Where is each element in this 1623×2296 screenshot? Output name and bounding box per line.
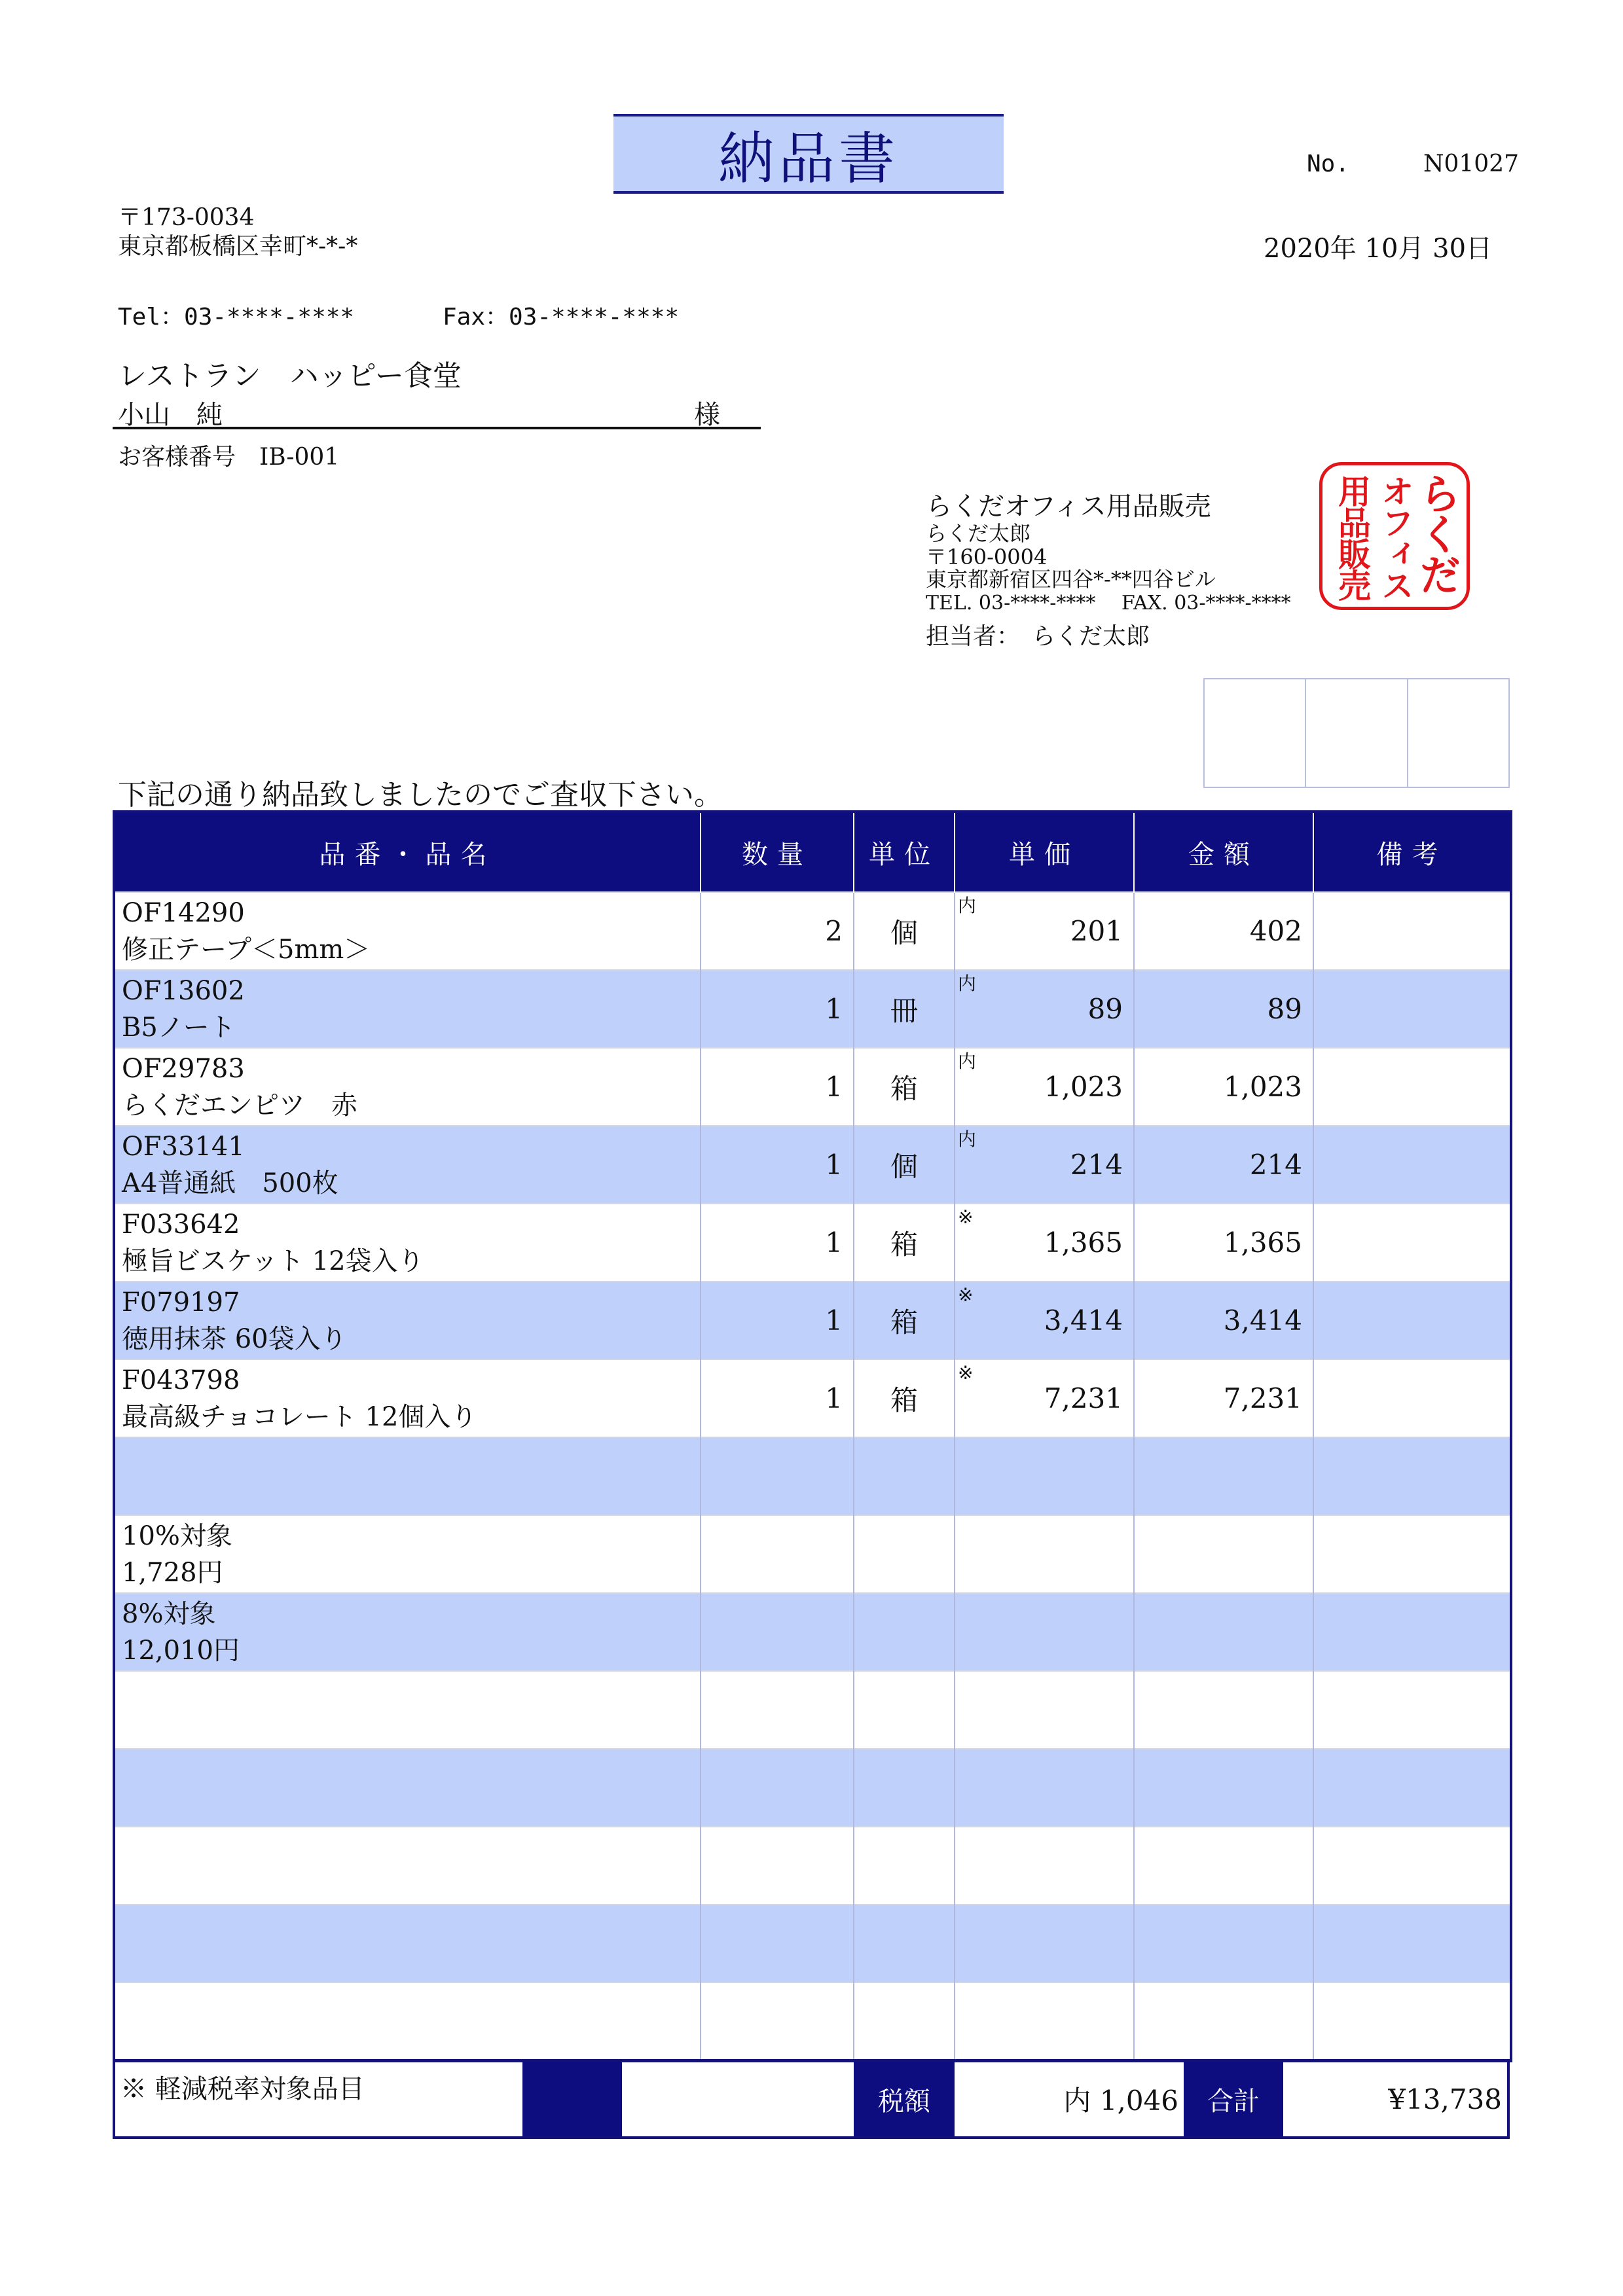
item-amount: 1,023 — [1134, 1048, 1313, 1126]
header-amount: 金額 — [1134, 812, 1313, 892]
item-unit — [854, 1982, 955, 2061]
item-price-cell — [955, 1982, 1134, 2061]
item-unit — [854, 1515, 955, 1593]
item-cell — [114, 1282, 701, 1359]
item-note — [1313, 1204, 1511, 1282]
item-unit: 個 — [854, 1126, 955, 1204]
item-amount: 89 — [1134, 970, 1313, 1048]
header-qty: 数量 — [701, 812, 854, 892]
item-price-cell — [955, 1359, 1134, 1437]
item-price-cell — [955, 1515, 1134, 1593]
item-note — [1313, 1515, 1511, 1593]
item-amount — [1134, 1749, 1313, 1827]
header-note: 備考 — [1313, 812, 1511, 892]
item-qty — [701, 1671, 854, 1749]
item-cell — [114, 1827, 701, 1905]
item-amount — [1134, 1827, 1313, 1905]
item-unit: 冊 — [854, 970, 955, 1048]
seal-text-2: オフィス — [1376, 475, 1414, 600]
item-qty: 2 — [701, 892, 854, 970]
item-amount: 7,231 — [1134, 1359, 1313, 1437]
item-note — [1313, 970, 1511, 1048]
doc-number: N01027 — [1423, 151, 1520, 177]
item-qty — [701, 1515, 854, 1593]
tax-mark: 内 — [958, 1128, 977, 1150]
item-unit — [854, 1671, 955, 1749]
item-price-cell — [955, 1593, 1134, 1671]
table-row — [114, 1437, 1511, 1515]
seal-text-3: 用品販売 — [1333, 475, 1371, 600]
seller-contact: 担当者： らくだ太郎 — [926, 623, 1150, 650]
item-amount — [1134, 1593, 1313, 1671]
item-price-cell — [955, 1204, 1134, 1282]
customer-honorific: 様 — [694, 400, 720, 430]
item-qty: 1 — [701, 1282, 854, 1359]
tax-mark: 内 — [958, 973, 977, 994]
tax-value: 内 1,046 — [1063, 2085, 1178, 2117]
tax-label: 税額 — [854, 2062, 955, 2136]
item-price-cell — [955, 970, 1134, 1048]
table-header-row — [114, 812, 1511, 892]
item-name: B5ノート — [122, 1012, 236, 1043]
item-price-cell — [955, 1048, 1134, 1126]
seller-address: 東京都新宿区四谷*-**四谷ビル — [926, 567, 1216, 592]
seller-tel-fax: TEL. 03-****-**** FAX. 03-****-**** — [926, 592, 1291, 615]
item-note — [1313, 1593, 1511, 1671]
company-seal-stamp — [1319, 462, 1470, 610]
item-code: 10%対象 — [122, 1520, 232, 1551]
seller-postal: 〒160-0004 — [926, 545, 1048, 569]
table-row — [114, 1204, 1511, 1282]
document-title: 納品書 — [613, 114, 1004, 194]
tax-mark: 内 — [958, 1050, 977, 1072]
totals-footer — [113, 2059, 1510, 2139]
item-cell — [114, 1437, 701, 1515]
item-cell — [114, 1593, 701, 1671]
item-note — [1313, 1437, 1511, 1515]
table-row — [114, 1282, 1511, 1359]
item-amount: 1,365 — [1134, 1204, 1313, 1282]
seller-company: らくだオフィス用品販売 — [926, 492, 1211, 522]
item-code: OF29783 — [122, 1053, 245, 1084]
item-name: 1,728円 — [122, 1557, 223, 1588]
item-note — [1313, 1982, 1511, 2061]
item-name: A4普通紙 500枚 — [122, 1168, 338, 1198]
item-amount — [1134, 1437, 1313, 1515]
item-note — [1313, 1126, 1511, 1204]
approval-box[interactable] — [1408, 679, 1508, 787]
customer-company: レストラン ハッピー食堂 — [118, 359, 462, 393]
item-code: 8%対象 — [122, 1598, 216, 1629]
item-cell — [114, 1982, 701, 2061]
item-amount — [1134, 1671, 1313, 1749]
item-cell — [114, 1515, 701, 1593]
item-price: 89 — [1087, 993, 1123, 1025]
item-name: らくだエンピツ 赤 — [122, 1090, 357, 1121]
item-qty: 1 — [701, 1048, 854, 1126]
item-name: 最高級チョコレート 12個入り — [122, 1401, 477, 1432]
item-cell — [114, 892, 701, 970]
item-cell — [114, 1204, 701, 1282]
table-row — [114, 1359, 1511, 1437]
item-unit: 箱 — [854, 1204, 955, 1282]
item-cell — [114, 1048, 701, 1126]
item-code: OF13602 — [122, 975, 245, 1006]
sender-fax: Fax：03-****-**** — [443, 304, 680, 331]
item-unit — [854, 1905, 955, 1982]
item-code: OF33141 — [122, 1131, 245, 1162]
header-unit: 単位 — [854, 812, 955, 892]
table-row — [114, 892, 1511, 970]
item-cell — [114, 1749, 701, 1827]
item-amount — [1134, 1515, 1313, 1593]
item-qty — [701, 1749, 854, 1827]
item-qty — [701, 1982, 854, 2061]
item-qty: 1 — [701, 1126, 854, 1204]
item-unit — [854, 1749, 955, 1827]
total-value: ¥13,738 — [1388, 2083, 1502, 2115]
seller-name: らくだ太郎 — [926, 521, 1031, 546]
item-price-cell — [955, 1905, 1134, 1982]
total-label: 合計 — [1184, 2062, 1283, 2136]
item-cell — [114, 1905, 701, 1982]
item-name: 極旨ビスケット 12袋入り — [122, 1246, 424, 1276]
item-qty — [701, 1437, 854, 1515]
table-row — [114, 1048, 1511, 1126]
table-row — [114, 1593, 1511, 1671]
item-price-cell — [955, 1827, 1134, 1905]
item-cell — [114, 970, 701, 1048]
approval-box[interactable] — [1306, 679, 1408, 787]
item-note — [1313, 1359, 1511, 1437]
item-unit — [854, 1593, 955, 1671]
intro-text: 下記の通り納品致しましたのでご査収下さい。 — [118, 778, 723, 812]
item-qty — [701, 1827, 854, 1905]
item-name: 12,010円 — [122, 1635, 240, 1666]
item-code: F079197 — [122, 1287, 240, 1318]
header-item: 品番・品名 — [114, 812, 701, 892]
item-price: 3,414 — [1044, 1304, 1123, 1336]
tax-mark: ※ — [958, 1284, 974, 1306]
item-price: 1,365 — [1044, 1227, 1123, 1259]
item-amount — [1134, 1982, 1313, 2061]
item-price-cell — [955, 1437, 1134, 1515]
item-note — [1313, 1905, 1511, 1982]
table-row — [114, 1671, 1511, 1749]
item-amount — [1134, 1905, 1313, 1982]
sender-postal: 〒173-0034 — [118, 204, 255, 231]
item-price-cell — [955, 1671, 1134, 1749]
item-name: 修正テープ＜5mm＞ — [122, 934, 371, 965]
item-price: 201 — [1070, 915, 1123, 947]
item-amount: 3,414 — [1134, 1282, 1313, 1359]
item-unit: 箱 — [854, 1282, 955, 1359]
table-row — [114, 1827, 1511, 1905]
item-cell — [114, 1671, 701, 1749]
approval-box[interactable] — [1205, 679, 1306, 787]
footer-blank — [622, 2062, 854, 2136]
item-amount: 214 — [1134, 1126, 1313, 1204]
item-cell — [114, 1359, 701, 1437]
item-qty: 1 — [701, 1359, 854, 1437]
tax-mark: 内 — [958, 895, 977, 916]
footer-navy-block — [522, 2062, 622, 2136]
table-row — [114, 1905, 1511, 1982]
item-price: 1,023 — [1044, 1071, 1123, 1103]
seal-text-1: らくだ — [1412, 472, 1461, 594]
item-price-cell — [955, 892, 1134, 970]
table-row — [114, 970, 1511, 1048]
item-code: F033642 — [122, 1209, 240, 1240]
table-row — [114, 1749, 1511, 1827]
item-note — [1313, 1048, 1511, 1126]
customer-name-line — [113, 391, 761, 429]
item-note — [1313, 1749, 1511, 1827]
doc-date: 2020年 10月 30日 — [1264, 234, 1493, 264]
footer-note: ※ 軽減税率対象品目 — [120, 2074, 365, 2104]
item-qty: 1 — [701, 970, 854, 1048]
item-note — [1313, 892, 1511, 970]
item-cell — [114, 1126, 701, 1204]
item-qty: 1 — [701, 1204, 854, 1282]
item-unit: 箱 — [854, 1359, 955, 1437]
doc-number-label: No. — [1307, 151, 1350, 177]
item-price-cell — [955, 1749, 1134, 1827]
item-price-cell — [955, 1126, 1134, 1204]
item-price: 7,231 — [1044, 1382, 1123, 1414]
item-unit — [854, 1437, 955, 1515]
approval-stamp-boxes — [1203, 678, 1510, 788]
item-note — [1313, 1827, 1511, 1905]
item-note — [1313, 1282, 1511, 1359]
tax-mark: ※ — [958, 1362, 974, 1384]
header-price: 単価 — [955, 812, 1134, 892]
sender-tel: Tel：03-****-**** — [118, 304, 355, 331]
item-qty — [701, 1593, 854, 1671]
tax-mark: ※ — [958, 1206, 974, 1228]
item-price: 214 — [1070, 1149, 1123, 1181]
item-unit: 箱 — [854, 1048, 955, 1126]
sender-address: 東京都板橋区幸町*-*-* — [118, 233, 358, 260]
customer-person: 小山 純 — [118, 400, 223, 430]
table-row — [114, 1126, 1511, 1204]
customer-number: お客様番号 IB-001 — [118, 444, 340, 471]
item-code: OF14290 — [122, 897, 245, 928]
item-qty — [701, 1905, 854, 1982]
table-row — [114, 1982, 1511, 2061]
item-unit: 個 — [854, 892, 955, 970]
item-note — [1313, 1671, 1511, 1749]
item-amount: 402 — [1134, 892, 1313, 970]
items-table — [113, 810, 1512, 2062]
table-row — [114, 1515, 1511, 1593]
item-price-cell — [955, 1282, 1134, 1359]
item-name: 徳用抹茶 60袋入り — [122, 1323, 347, 1354]
item-code: F043798 — [122, 1365, 240, 1395]
item-unit — [854, 1827, 955, 1905]
